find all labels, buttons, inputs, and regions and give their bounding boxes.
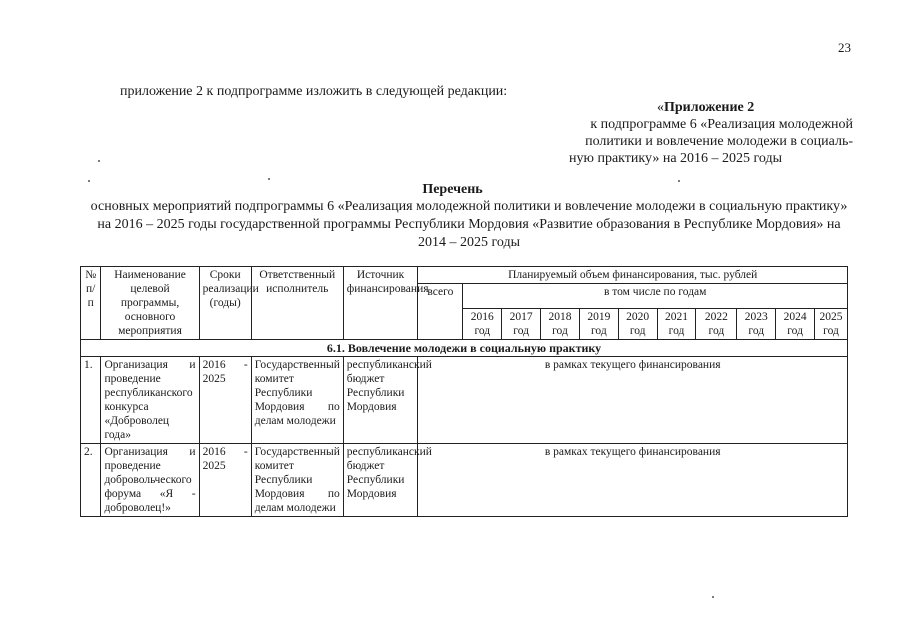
- appendix-title: Приложение 2: [664, 100, 755, 115]
- header-executor: Ответственный исполнитель: [251, 267, 343, 340]
- row-source: республиканский бюджет Республики Мордовия: [343, 444, 418, 517]
- row-num: 2.: [81, 444, 101, 517]
- header-year: 2024 год: [776, 309, 815, 340]
- row-financing: в рамках текущего финансирования: [418, 444, 848, 517]
- appendix-quote: «: [657, 100, 664, 115]
- header-num: № п/п: [81, 267, 101, 340]
- row-executor: Государственный комитет Республики Мордовия по делам молодежи: [251, 357, 343, 444]
- section-row: [81, 340, 848, 357]
- scan-speck: [98, 160, 100, 162]
- header-year: 2016 год: [463, 309, 502, 340]
- header-source: Источник финансирования: [343, 267, 418, 340]
- header-row-1: [81, 267, 848, 284]
- header-total: всего: [418, 284, 463, 340]
- row-executor: Государственный комитет Республики Мордовия по делам молодежи: [251, 444, 343, 517]
- header-terms: Сроки реализации (годы): [199, 267, 251, 340]
- header-year: 2025 год: [815, 309, 848, 340]
- scan-speck: [268, 178, 270, 180]
- row-source: республиканский бюджет Республики Мордовия: [343, 357, 418, 444]
- header-year: 2020 год: [618, 309, 657, 340]
- row-terms: 2016 - 2025: [199, 444, 251, 517]
- row-num: 1.: [81, 357, 101, 444]
- page-number: 23: [838, 40, 851, 55]
- scan-speck: [712, 596, 714, 598]
- table-row: [81, 357, 848, 444]
- section-title: 6.1. Вовлечение молодежи в социальную практику: [81, 340, 848, 357]
- appendix-line-2: к подпрограмме 6 «Реализация молодежной: [590, 117, 853, 132]
- document-heading: Перечень: [422, 182, 483, 197]
- header-year: 2019 год: [579, 309, 618, 340]
- activities-table: [80, 266, 848, 517]
- appendix-line-4: ную практику» на 2016 – 2025 годы: [569, 151, 783, 166]
- header-year: 2017 год: [502, 309, 541, 340]
- appendix-title-line: [545, 99, 853, 116]
- scan-speck: [678, 180, 680, 182]
- row-terms: 2016 - 2025: [199, 357, 251, 444]
- header-year: 2021 год: [657, 309, 696, 340]
- header-name: Наименование целевой программы, основного мероприятия: [101, 267, 199, 340]
- intro-text: приложение 2 к подпрограмме изложить в следующей редакции:: [120, 84, 508, 99]
- header-planned: Планируемый объем финансирования, тыс. рублей: [418, 267, 848, 284]
- header-year: 2022 год: [696, 309, 737, 340]
- header-year: 2023 год: [737, 309, 776, 340]
- header-year: 2018 год: [541, 309, 580, 340]
- appendix-line-3: политики и вовлечение молодежи в социаль-: [585, 134, 853, 149]
- row-name: Организация и проведение республиканского конкурса «Доброволец года»: [101, 357, 199, 444]
- appendix-block: [545, 99, 853, 167]
- document-subheading: основных мероприятий подпрограммы 6 «Реализация молодежной политики и вовлечение молодежи в социальную практику» на 2016 – 2025 годы государственной программы Республики Мордовия «Развитие образования в Республике Мордовия» на 2014 – 2025 годы: [90, 199, 848, 250]
- table-row: [81, 444, 848, 517]
- row-name: Организация и проведение добровольческого форума «Я - доброволец!»: [101, 444, 199, 517]
- row-financing: в рамках текущего финансирования: [418, 357, 848, 444]
- scan-speck: [88, 180, 90, 182]
- header-by-years: в том числе по годам: [463, 284, 848, 309]
